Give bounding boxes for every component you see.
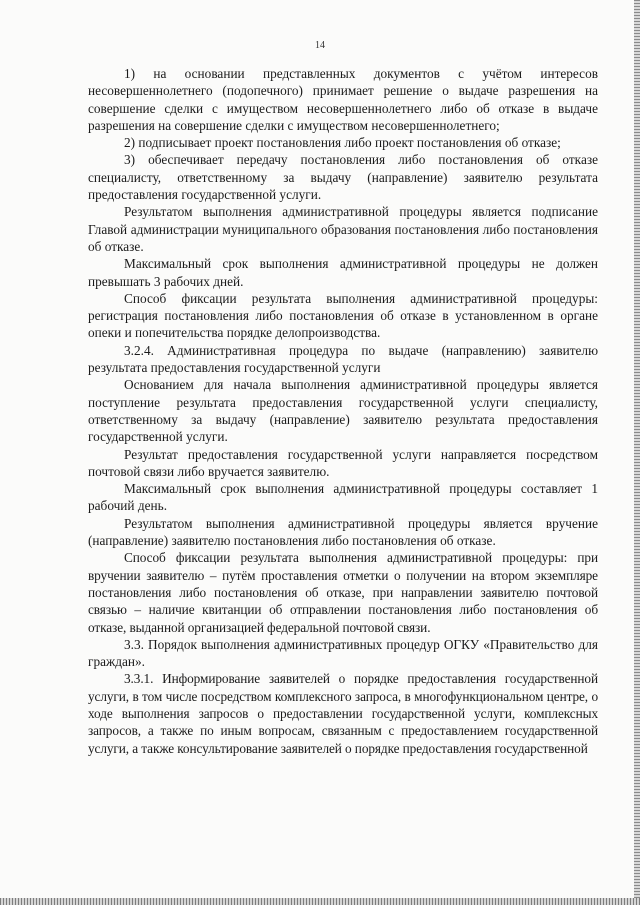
section-heading-3-2-4: 3.2.4. Административная процедура по выдаче (направлению) заявителю результата предоставления государственной услуги <box>88 342 598 376</box>
document-body <box>88 65 598 757</box>
paragraph-procedure-result: Результатом выполнения административной процедуры является подписание Главой администрации муниципального образования постановления либо постановления об отказе. <box>88 204 598 254</box>
paragraph-procedure-result-handover: Результатом выполнения административной процедуры является вручение (направление) заявителю постановления либо постановления об отказе. <box>88 515 598 549</box>
page-number: 14 <box>315 40 325 51</box>
paragraph-decision: 1) на основании представленных документов с учётом интересов несовершеннолетнего (подопечного) принимает решение о выдаче разрешения на совершение сделки с имуществом несовершеннолетнего либо об отказе в выдаче разрешения на совершение сделки с имуществом несовершеннолетнего; <box>88 66 598 133</box>
paragraph-max-term-3-days: Максимальный срок выполнения административной процедуры не должен превышать 3 рабочих дней. <box>88 256 598 289</box>
paragraph-grounds-start: Основанием для начала выполнения административной процедуры является поступление результата предоставления государственной услуги специалисту, ответственному за выдачу (направление) заявителю результата предоставления государственной услуги. <box>88 377 598 445</box>
section-heading-3-3: 3.3. Порядок выполнения административных процедур ОГКУ «Правительство для граждан». <box>88 636 598 670</box>
paragraph-result-delivery: Результат предоставления государственной услуги направляется посредством почтовой связи либо вручается заявителю. <box>88 446 598 479</box>
scan-edge-right <box>634 0 640 905</box>
paragraph-fixation-handover: Способ фиксации результата выполнения административной процедуры: при вручении заявителю – путём проставления отметки о получении на втором экземпляре постановления либо постановления об отказе, при направлении заявителю почтовой связью – наличие квитанции об отправлении постановления либо постановления об отказе, выданной организацией федеральной почтовой связи. <box>88 550 598 635</box>
paragraph-max-term-1-day: Максимальный срок выполнения административной процедуры составляет 1 рабочий день. <box>88 481 598 514</box>
paragraph-fixation-registration: Способ фиксации результата выполнения административной процедуры: регистрация постановления либо постановления об отказе в установленном в органе опеки и попечительства порядке делопроизводства. <box>88 290 598 341</box>
paragraph-transfer: 3) обеспечивает передачу постановления либо постановления об отказе специалисту, ответственному за выдачу (направление) заявителю результата предоставления государственной услуги. <box>88 152 598 203</box>
scan-edge-bottom <box>0 898 640 905</box>
paragraph-3-3-1-informing: 3.3.1. Информирование заявителей о порядке предоставления государственной услуги, в том числе посредством комплексного запроса, в многофункциональном центре, о ходе выполнения запросов о предоставлении государственной услуги, комплексных запросов, а также по иным вопросам, связанным с предоставлением государственной услуги, а также консультирование заявителей о порядке предоставления государственной <box>88 671 598 756</box>
paragraph-sign-draft: 2) подписывает проект постановления либо проект постановления об отказе; <box>124 135 561 151</box>
